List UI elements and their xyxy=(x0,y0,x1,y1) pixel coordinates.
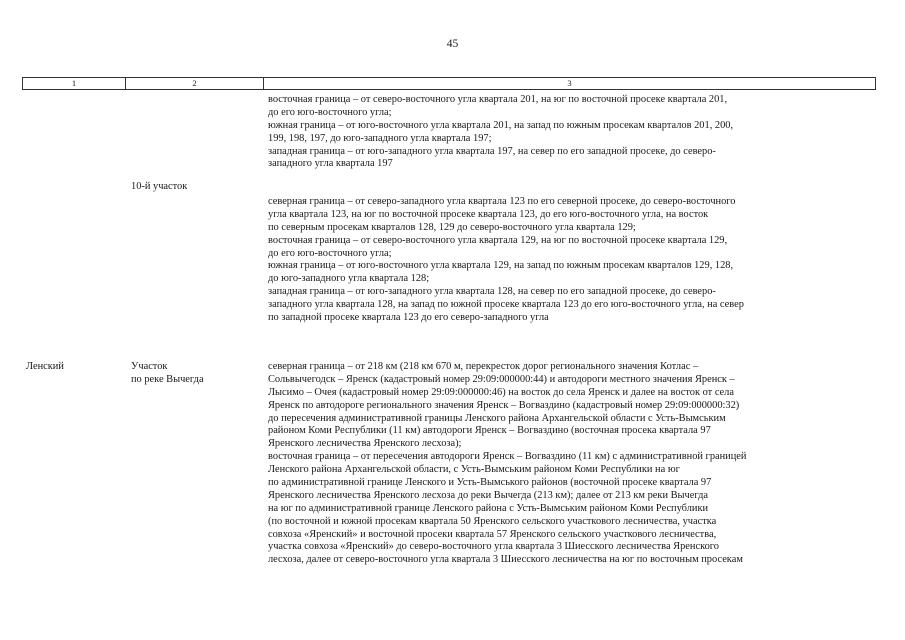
text-line: Ленского района Архангельской области, с Усть-Вымським районом Коми Республики на юг xyxy=(268,464,680,476)
text-line: Лысимо – Очея (кадастровый номер 29:09:000000:46) на восток до села Яренск и далее на восток от села xyxy=(268,386,734,398)
text-line: до его юго-восточного угла; xyxy=(268,247,392,259)
text-line: Яренского лесничества Яренского лесхоза до реки Вычегда (213 км); далее от 213 км реки Вычегда xyxy=(268,489,708,501)
text-line: южная граница – от юго-восточного угла квартала 129, на запад по южным просекам кварталов 129, 128, xyxy=(268,260,734,272)
block-a-text xyxy=(268,94,888,171)
text-line: 199, 198, 197, до юго-западного угла квартала 197; xyxy=(268,132,492,144)
page-number: 45 xyxy=(446,38,459,50)
text-line: северная граница – от 218 км (218 км 670 м, перекресток дорог регионального значения Котлас – xyxy=(268,361,699,372)
text-line: Яренского лесничества Яренского лесхоза); xyxy=(268,438,462,450)
text-line: южная граница – от юго-восточного угла квартала 201, на запад по южным просекам кварталов 201, 200, xyxy=(268,119,734,131)
text-line: западного угла квартала 197 xyxy=(268,158,393,170)
text-line: восточная граница – от северо-восточного угла квартала 129, на юг по восточной просеке квартала 129, xyxy=(268,234,728,246)
text-line: северная граница – от северо-западного угла квартала 123 по его северной просеке, до северо-восточного xyxy=(268,196,736,207)
area-label-line: Участок xyxy=(131,361,168,372)
header-col-1: 1 xyxy=(23,78,126,90)
text-line: восточная граница – от пересечения автодороги Яренск – Вогваздино (11 км) с административной границей xyxy=(268,451,747,463)
text-line: по западной просеке квартала 123 до его северо-западного угла xyxy=(268,312,549,324)
text-line: по административной границе Ленского и Усть-Вымського районов (восточной просеке квартала 97 xyxy=(268,477,712,489)
header-col-3: 3 xyxy=(264,78,876,90)
section-10-label: 10-й участок xyxy=(131,181,188,192)
text-line: угла квартала 123, на юг по восточной просеке квартала 123, до его юго-восточного угла, на восток xyxy=(268,208,709,220)
text-line: Сольвычегодск – Яренск (кадастровый номер 29:09:000000:44) и автодороги местного значения Яренск – xyxy=(268,373,735,385)
area-label-line: по реке Вычегда xyxy=(131,373,204,385)
text-line: лесхоза, далее от северо-восточного угла квартала 3 Шиесского лесничества на юг по восточным просекам xyxy=(268,554,743,566)
text-line: до пересечения административной границы Ленского района Архангельской области с Усть-Вымським xyxy=(268,412,726,424)
text-line: совхоза «Яренский» и восточной просеки квартала 57 Яренского сельского участкового лесничества, xyxy=(268,528,717,540)
text-line: до его юго-восточного угла; xyxy=(268,106,392,118)
text-line: западная граница – от юго-западного угла квартала 128, на север по его западной просеке, до северо- xyxy=(268,286,716,298)
text-line: западная граница – от юго-западного угла квартала 197, на север по его западной просеке, до северо- xyxy=(268,145,716,157)
text-line: западного угла квартала 128, на запад по южной просеке квартала 123 до его юго-восточного угла, на север xyxy=(268,299,744,311)
district-name: Ленский xyxy=(26,361,64,372)
text-line: по северным просекам кварталов 128, 129 до северо-восточного угла квартала 129; xyxy=(268,221,636,233)
text-line: до юго-западного угла квартала 128; xyxy=(268,273,430,285)
section-10-text xyxy=(268,196,888,325)
header-col-2: 2 xyxy=(126,78,264,90)
text-line: участка совхоза «Яренский» до северо-восточного угла квартала 3 Шиесского лесничества Яренского xyxy=(268,541,719,553)
text-line: на юг по административной границе Ленского района с Усть-Вымським районом Коми Республики xyxy=(268,502,709,514)
area-label xyxy=(131,361,261,387)
text-line: районом Коми Республики (11 км) автодороги Яренск – Вогваздино (восточная просека квартала 97 xyxy=(268,425,711,437)
lensky-text xyxy=(268,361,888,567)
text-line: (по восточной и южной просекам квартала 50 Яренского сельского участкового лесничества, участка xyxy=(268,515,717,527)
table-header xyxy=(22,77,876,90)
text-line: восточная граница – от северо-восточного угла квартала 201, на юг по восточной просеке квартала 201, xyxy=(268,94,728,105)
text-line: Яренск по автодороге регионального значения Яренск – Вогваздино (кадастровый номер 29:09:000000:32) xyxy=(268,399,740,411)
